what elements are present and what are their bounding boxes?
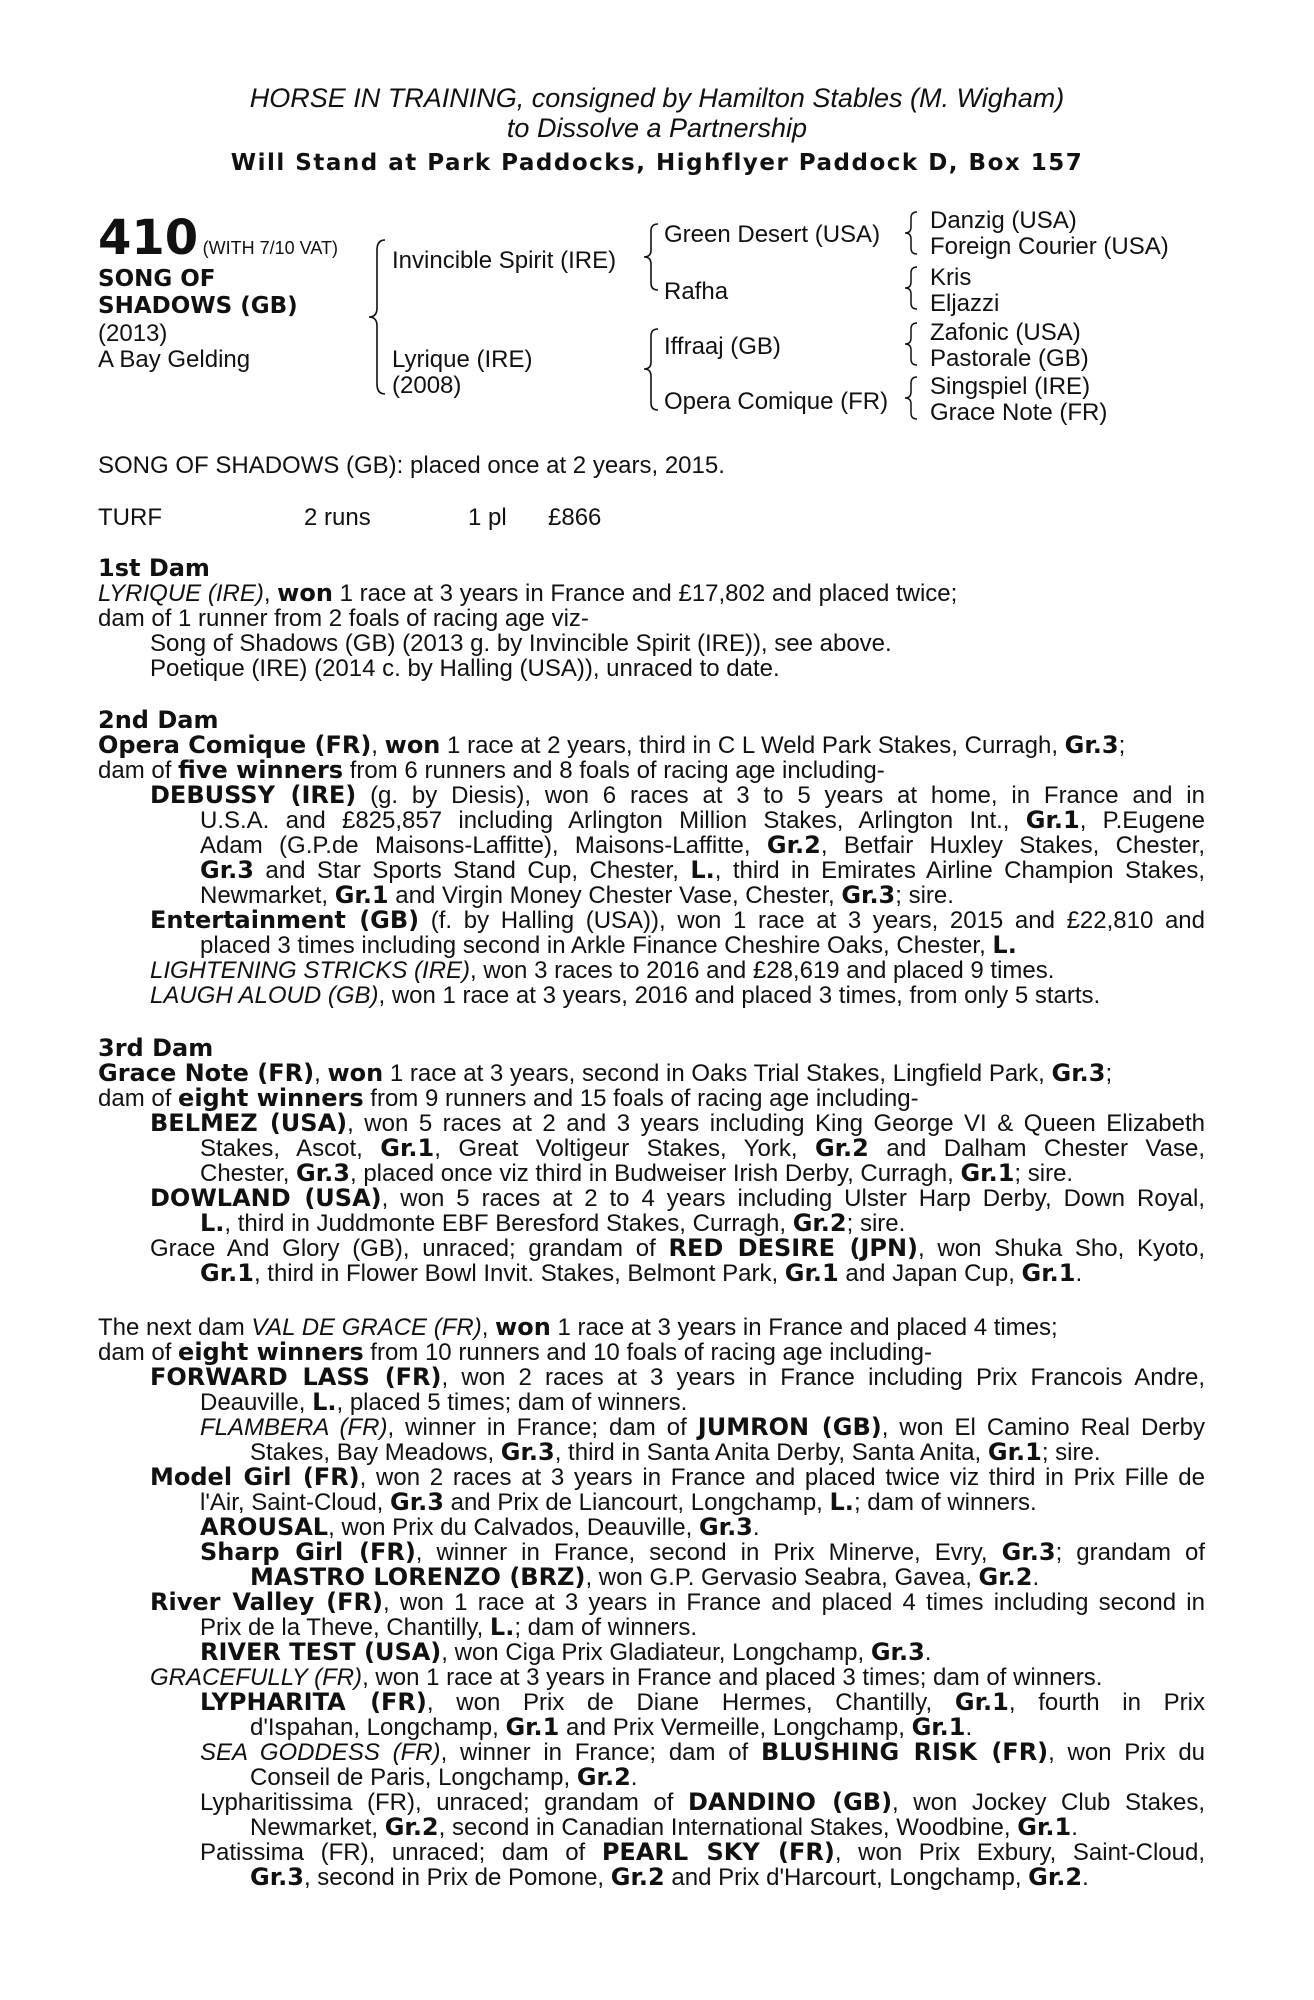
river-valley-line-1: River Valley (FR), won 1 race at 3 years in France and placed 4 times including second in bbox=[150, 1588, 1205, 1616]
third-dam-heading: 3rd Dam bbox=[98, 1034, 214, 1062]
first-dam-foal-2: Poetique (IRE) (2014 c. by Halling (USA)), unraced to date. bbox=[150, 655, 780, 682]
first-dam-foal-1: Song of Shadows (GB) (2013 g. by Invincible Spirit (IRE)), see above. bbox=[150, 630, 892, 657]
pedigree-gs3b: Pastorale (GB) bbox=[930, 345, 1089, 372]
arousal-line: AROUSAL, won Prix du Calvados, Deauville, Gr.3. bbox=[200, 1513, 760, 1541]
entertainment-line-1: Entertainment (GB) (f. by Halling (USA)), won 1 race at 3 years, 2015 and £22,810 and bbox=[150, 906, 1205, 934]
gracefully-line: GRACEFULLY (FR), won 1 race at 3 years in France and placed 3 times; dam of winners. bbox=[150, 1664, 1103, 1691]
dowland-line-2: L., third in Juddmonte EBF Beresford Stakes, Curragh, Gr.2; sire. bbox=[200, 1209, 906, 1237]
lot-vat: (WITH 7/10 VAT) bbox=[202, 238, 338, 258]
third-dam-line: Grace Note (FR), won 1 race at 3 years, second in Oaks Trial Stakes, Lingfield Park, Gr.3; bbox=[98, 1059, 1113, 1087]
record-earnings: £866 bbox=[548, 504, 602, 531]
patissima-line-1: Patissima (FR), unraced; dam of PEARL SKY (FR), won Prix Exbury, Saint-Cloud, bbox=[200, 1838, 1205, 1866]
entertainment-line-2: placed 3 times including second in Arkle Finance Cheshire Oaks, Chester, L. bbox=[200, 931, 1017, 959]
sharp-girl-line-2: MASTRO LORENZO (BRZ), won G.P. Gervasio Seabra, Gavea, Gr.2. bbox=[250, 1563, 1040, 1591]
record-runs: 2 runs bbox=[304, 504, 371, 531]
pedigree-dam-sire: Iffraaj (GB) bbox=[664, 333, 781, 360]
lypharitissima-line-2: Newmarket, Gr.2, second in Canadian International Stakes, Woodbine, Gr.1. bbox=[250, 1813, 1078, 1841]
lypharitissima-line-1: Lypharitissima (FR), unraced; grandam of DANDINO (GB), won Jockey Club Stakes, bbox=[200, 1788, 1205, 1816]
pedigree-gs1a: Danzig (USA) bbox=[930, 207, 1077, 234]
pedigree-dam-dam: Opera Comique (FR) bbox=[664, 388, 889, 415]
pedigree-gs1b: Foreign Courier (USA) bbox=[930, 233, 1169, 260]
first-dam-produce: dam of 1 runner from 2 foals of racing age viz- bbox=[98, 605, 589, 632]
grace-and-glory-line-1: Grace And Glory (GB), unraced; grandam of RED DESIRE (JPN), won Shuka Sho, Kyoto, bbox=[150, 1234, 1206, 1262]
pedigree-gs4b: Grace Note (FR) bbox=[930, 399, 1108, 426]
header-subtitle: to Dissolve a Partnership bbox=[506, 113, 808, 143]
second-dam-produce: dam of five winners from 6 runners and 8 foals of racing age including- bbox=[98, 756, 885, 784]
forward-lass-line-1: FORWARD LASS (FR), won 2 races at 3 years in France including Prix Francois Andre, bbox=[150, 1363, 1206, 1391]
debussy-line-3: Adam (G.P.de Maisons-Laffitte), Maisons-Laffitte, Gr.2, Betfair Huxley Stakes, Chester, bbox=[200, 831, 1206, 859]
gs2-brace bbox=[902, 265, 920, 311]
sea-goddess-line-1: SEA GODDESS (FR), winner in France; dam of BLUSHING RISK (FR), won Prix du bbox=[200, 1738, 1206, 1766]
debussy-line-4: Gr.3 and Star Sports Stand Cup, Chester, L., third in Emirates Airline Champion Stakes, bbox=[200, 856, 1206, 884]
lypharita-line-1: LYPHARITA (FR), won Prix de Diane Hermes, Chantilly, Gr.1, fourth in Prix bbox=[200, 1688, 1206, 1716]
river-test-line: RIVER TEST (USA), won Ciga Prix Gladiateur, Longchamp, Gr.3. bbox=[200, 1638, 932, 1666]
forward-lass-line-2: Deauville, L., placed 5 times; dam of winners. bbox=[200, 1388, 688, 1416]
dam-line-brace bbox=[640, 327, 662, 412]
record-placed: 1 pl bbox=[468, 504, 507, 531]
pedigree-gs4a: Singspiel (IRE) bbox=[930, 373, 1091, 400]
lot-number: 410 bbox=[98, 210, 199, 266]
sire-line-brace bbox=[640, 222, 662, 292]
flambera-line-2: Stakes, Bay Meadows, Gr.3, third in Santa Anita Derby, Santa Anita, Gr.1; sire. bbox=[250, 1438, 1101, 1466]
gs3-brace bbox=[902, 321, 920, 367]
pedigree-sire-sire: Green Desert (USA) bbox=[664, 221, 881, 248]
third-dam-produce: dam of eight winners from 9 runners and 15 foals of racing age including- bbox=[98, 1084, 919, 1112]
pedigree-sire: Invincible Spirit (IRE) bbox=[392, 247, 617, 274]
debussy-line-1: DEBUSSY (IRE) (g. by Diesis), won 6 races at 3 to 5 years at home, in France and in bbox=[150, 781, 1205, 809]
sire-dam-brace bbox=[365, 238, 389, 396]
header-consignor: HORSE IN TRAINING, consigned by Hamilton Stables (M. Wigham) bbox=[249, 83, 1065, 113]
next-dam-produce: dam of eight winners from 10 runners and 10 foals of racing age including- bbox=[98, 1338, 932, 1366]
lot-number-row bbox=[98, 210, 338, 266]
first-dam-line: LYRIQUE (IRE), won 1 race at 3 years in France and £17,802 and placed twice; bbox=[98, 579, 958, 607]
second-dam-heading: 2nd Dam bbox=[98, 706, 219, 734]
horse-description: A Bay Gelding bbox=[98, 346, 251, 373]
sharp-girl-line-1: Sharp Girl (FR), winner in France, second in Prix Minerve, Evry, Gr.3; grandam of bbox=[200, 1538, 1205, 1566]
gs1-brace bbox=[902, 210, 920, 256]
pedigree-sire-dam: Rafha bbox=[664, 278, 729, 305]
river-valley-line-2: Prix de la Theve, Chantilly, L.; dam of winners. bbox=[200, 1613, 698, 1641]
record-surface: TURF bbox=[98, 504, 162, 531]
header-location: Will Stand at Park Paddocks, Highflyer Paddock D, Box 157 bbox=[230, 150, 1084, 176]
lypharita-line-2: d'Ispahan, Longchamp, Gr.1 and Prix Vermeille, Longchamp, Gr.1. bbox=[250, 1713, 973, 1741]
belmez-line-2: Stakes, Ascot, Gr.1, Great Voltigeur Stakes, York, Gr.2 and Dalham Chester Vase, bbox=[200, 1134, 1205, 1162]
grace-and-glory-line-2: Gr.1, third in Flower Bowl Invit. Stakes, Belmont Park, Gr.1 and Japan Cup, Gr.1. bbox=[200, 1259, 1083, 1287]
flambera-line-1: FLAMBERA (FR), winner in France; dam of JUMRON (GB), won El Camino Real Derby bbox=[200, 1413, 1205, 1441]
horse-year: (2013) bbox=[98, 320, 168, 347]
debussy-line-5: Newmarket, Gr.1 and Virgin Money Chester Vase, Chester, Gr.3; sire. bbox=[200, 881, 954, 909]
belmez-line-1: BELMEZ (USA), won 5 races at 2 and 3 years including King George VI & Queen Elizabeth bbox=[150, 1109, 1206, 1137]
belmez-line-3: Chester, Gr.3, placed once viz third in Budweiser Irish Derby, Curragh, Gr.1; sire. bbox=[200, 1159, 1074, 1187]
horse-name-line2: SHADOWS (GB) bbox=[98, 293, 298, 319]
horse-name-line1: SONG OF bbox=[98, 266, 216, 292]
debussy-line-2: U.S.A. and £825,857 including Arlington Million Stakes, Arlington Int., Gr.1, P.Eugene bbox=[200, 806, 1205, 834]
sea-goddess-line-2: Conseil de Paris, Longchamp, Gr.2. bbox=[250, 1763, 638, 1791]
pedigree-dam: Lyrique (IRE) bbox=[392, 346, 533, 373]
pedigree-gs3a: Zafonic (USA) bbox=[930, 319, 1081, 346]
laugh-aloud-line: LAUGH ALOUD (GB), won 1 race at 3 years, 2016 and placed 3 times, from only 5 starts. bbox=[150, 982, 1101, 1009]
patissima-line-2: Gr.3, second in Prix de Pomone, Gr.2 and Prix d'Harcourt, Longchamp, Gr.2. bbox=[250, 1863, 1089, 1891]
next-dam-line: The next dam VAL DE GRACE (FR), won 1 race at 3 years in France and placed 4 times; bbox=[98, 1313, 1058, 1341]
model-girl-line-2: l'Air, Saint-Cloud, Gr.3 and Prix de Liancourt, Longchamp, L.; dam of winners. bbox=[200, 1488, 1037, 1516]
first-dam-heading: 1st Dam bbox=[98, 554, 210, 582]
race-summary: SONG OF SHADOWS (GB): placed once at 2 years, 2015. bbox=[98, 452, 725, 479]
pedigree-gs2a: Kris bbox=[930, 264, 972, 291]
pedigree-dam-year: (2008) bbox=[392, 372, 462, 399]
lightening-stricks-line: LIGHTENING STRICKS (IRE), won 3 races to 2016 and £28,619 and placed 9 times. bbox=[150, 957, 1055, 984]
gs4-brace bbox=[902, 375, 920, 421]
model-girl-line-1: Model Girl (FR), won 2 races at 3 years in France and placed twice viz third in Prix Fille de bbox=[150, 1463, 1206, 1491]
dowland-line-1: DOWLAND (USA), won 5 races at 2 to 4 years including Ulster Harp Derby, Down Royal, bbox=[150, 1184, 1206, 1212]
second-dam-line: Opera Comique (FR), won 1 race at 2 years, third in C L Weld Park Stakes, Curragh, Gr.3; bbox=[98, 731, 1126, 759]
pedigree-gs2b: Eljazzi bbox=[930, 290, 1000, 317]
